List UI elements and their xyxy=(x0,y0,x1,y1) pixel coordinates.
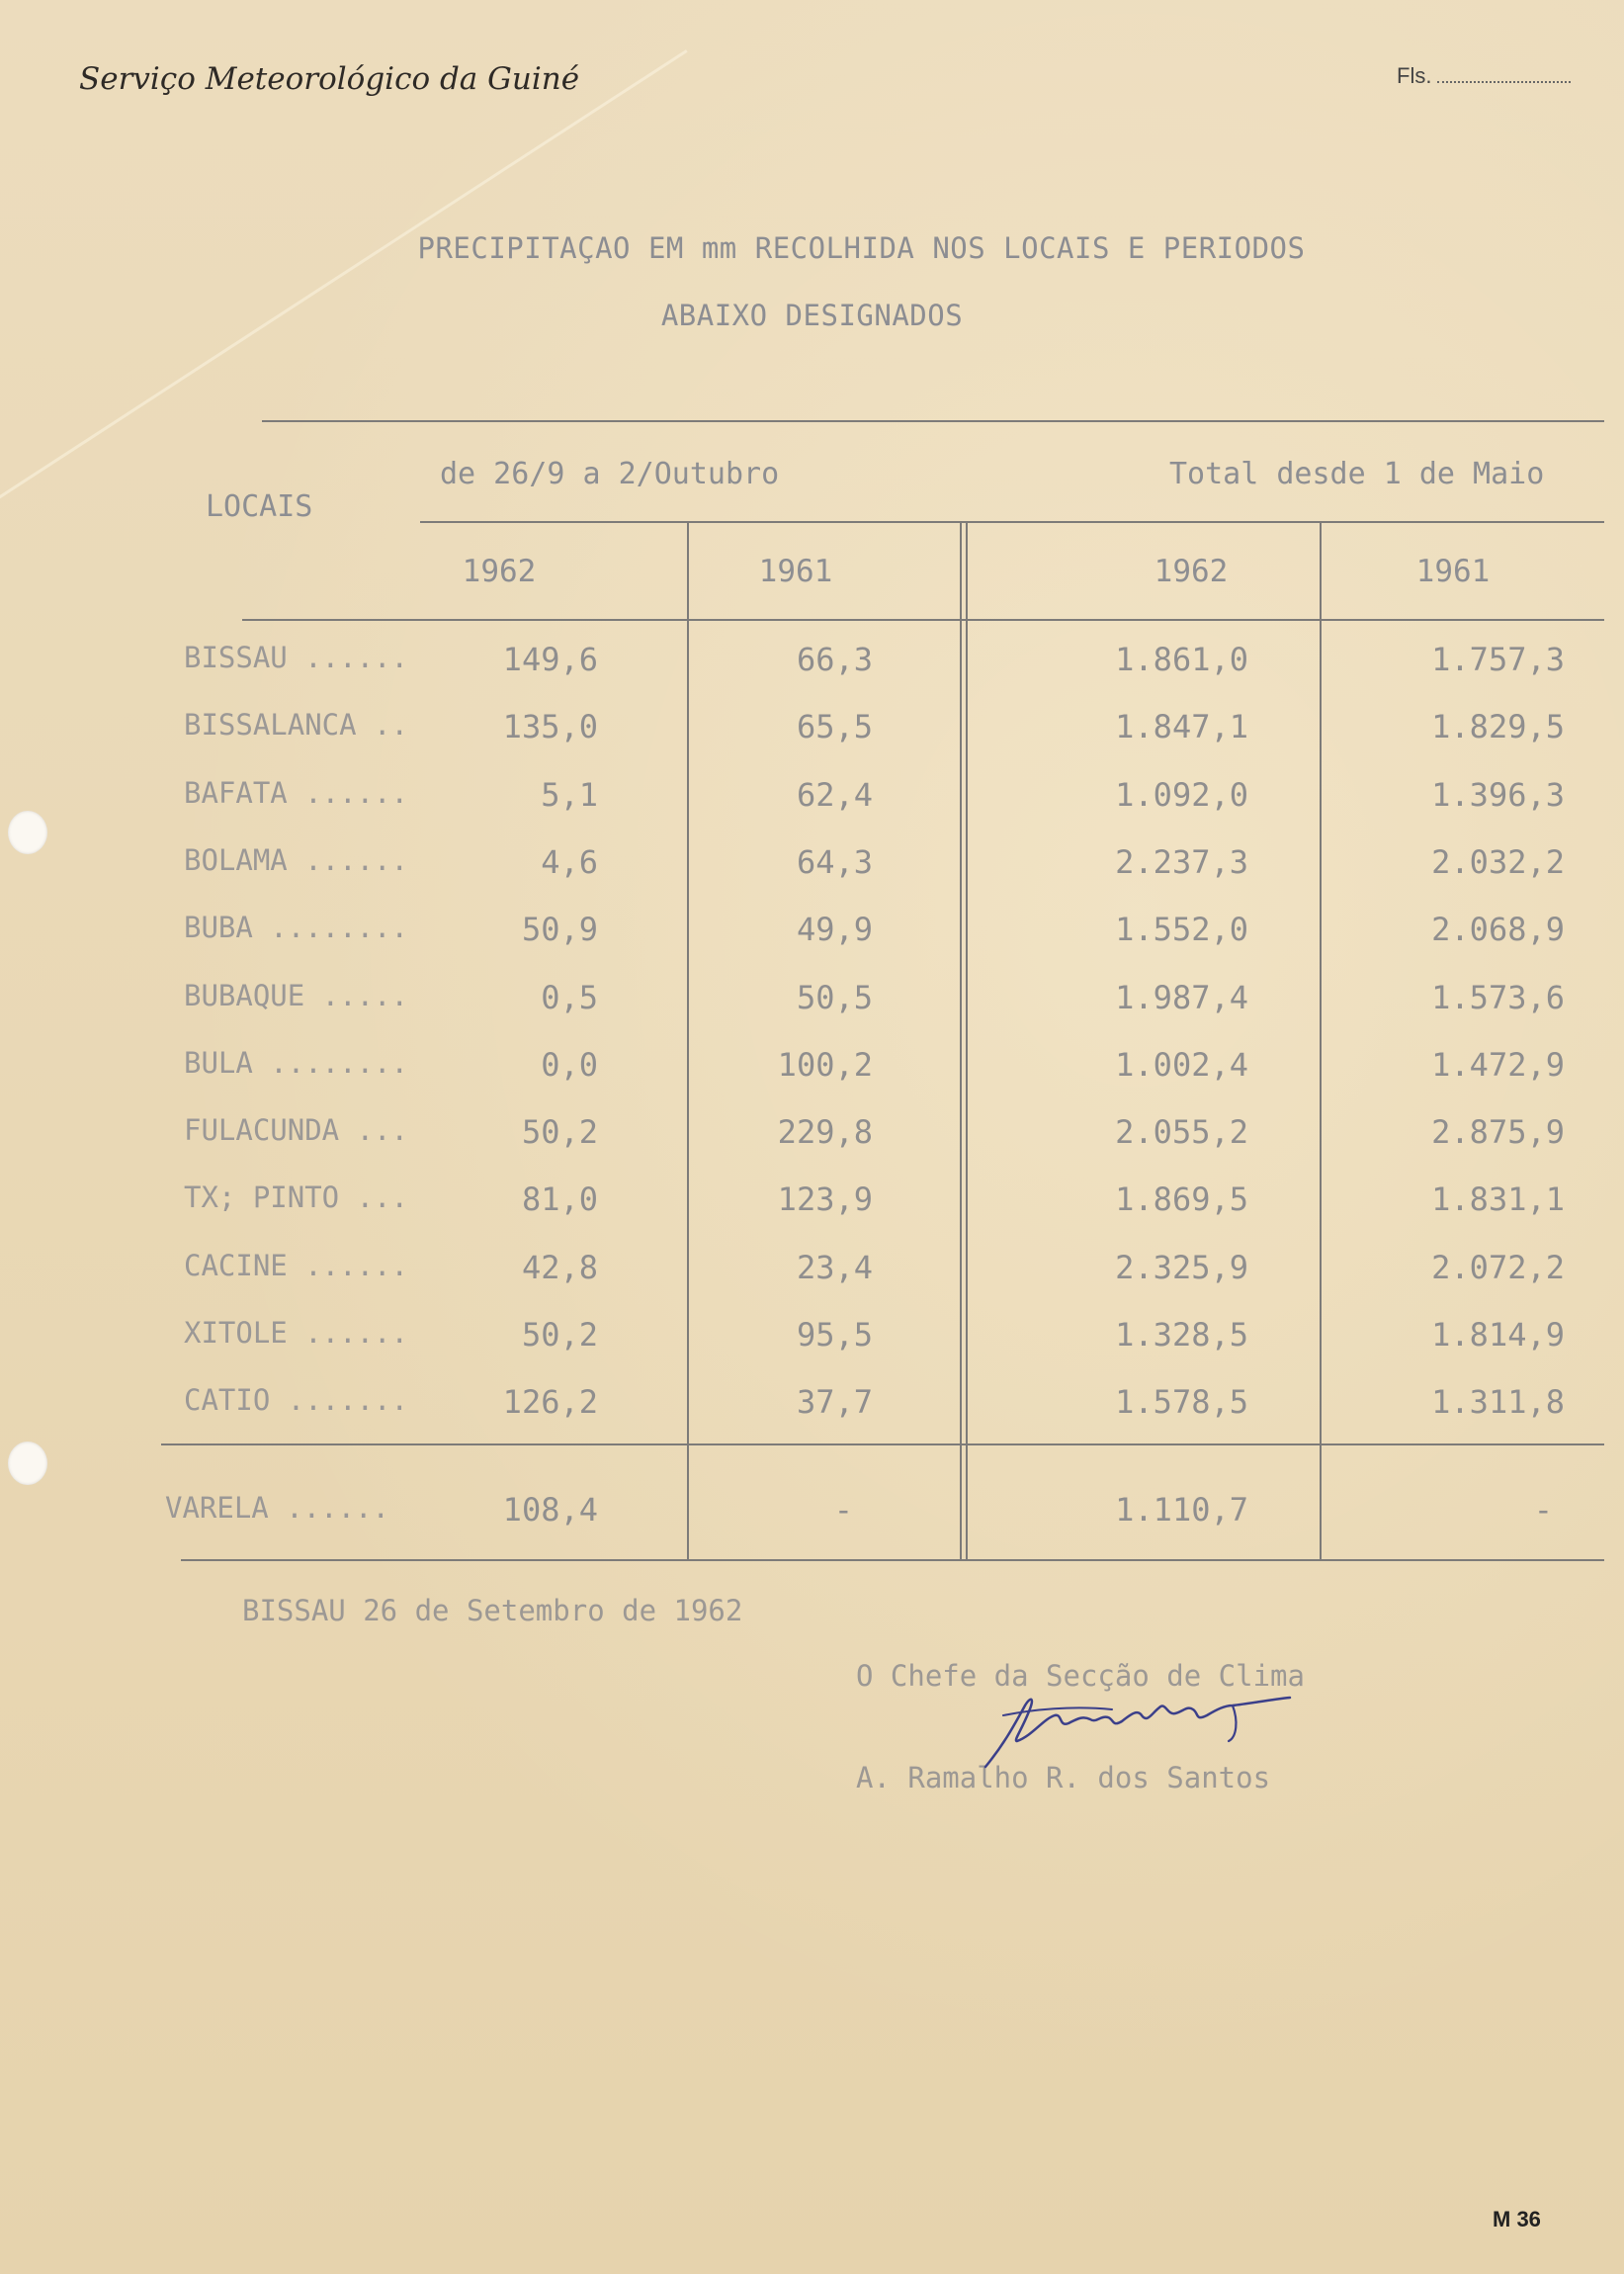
row-value-1962-total: 1.552,0 xyxy=(1115,911,1248,949)
signatory-name: A. Ramalho R. dos Santos xyxy=(856,1761,1271,1794)
row-station: XITOLE ...... xyxy=(184,1316,408,1350)
row-value-1961-total: 1.829,5 xyxy=(1431,708,1565,746)
row-station: BOLAMA ...... xyxy=(184,842,408,877)
organization-letterhead: Serviço Meteorológico da Guiné xyxy=(79,61,580,97)
document-title-line2: ABAIXO DESIGNADOS xyxy=(660,299,964,332)
punch-hole-bottom xyxy=(8,1442,47,1485)
row-value-1962-period: 81,0 xyxy=(521,1181,598,1219)
row-value-1962-period: 149,6 xyxy=(502,641,598,678)
table-row xyxy=(0,1383,1624,1443)
row-value-1961-total: 2.875,9 xyxy=(1431,1113,1565,1152)
row-value-1962-total: 1.869,5 xyxy=(1115,1181,1248,1219)
row-value-1961-period: 23,4 xyxy=(796,1248,873,1286)
row-value-1962-total: 1.328,5 xyxy=(1115,1316,1248,1354)
lower-section-rule xyxy=(161,1443,1604,1445)
row-value-1962-total: 2.325,9 xyxy=(1115,1248,1248,1286)
row-value-1961-period: 66,3 xyxy=(796,641,873,678)
row-value-1962-total: 1.110,7 xyxy=(1115,1491,1248,1529)
row-value-1961-period: 62,4 xyxy=(796,775,873,814)
year-header-4: 1961 xyxy=(1415,554,1491,589)
row-value-1962-period: 0,5 xyxy=(541,978,598,1016)
row-value-1961-total: 1.396,3 xyxy=(1431,775,1565,814)
row-station: CATIO ....... xyxy=(184,1383,408,1418)
table-row xyxy=(0,641,1624,700)
folio-blank xyxy=(1437,67,1571,83)
row-value-1962-period: 50,9 xyxy=(521,911,598,949)
row-value-1962-total: 2.055,2 xyxy=(1115,1113,1248,1152)
row-value-1961-total: - xyxy=(1533,1491,1553,1529)
row-value-1961-total: 1.757,3 xyxy=(1431,641,1565,678)
row-value-1961-period: 123,9 xyxy=(777,1181,873,1219)
row-value-1962-total: 1.861,0 xyxy=(1115,641,1248,678)
table-row-varela xyxy=(0,1491,1624,1550)
row-value-1962-period: 42,8 xyxy=(521,1248,598,1286)
row-station: BISSALANCA .. xyxy=(184,708,408,743)
row-value-1961-total: 1.311,8 xyxy=(1431,1383,1565,1422)
row-station: BAFATA ...... xyxy=(184,775,408,810)
row-value-1961-period: 65,5 xyxy=(796,708,873,746)
row-value-1962-total: 1.002,4 xyxy=(1115,1045,1248,1084)
table-row xyxy=(0,843,1624,903)
folio-field xyxy=(1397,63,1571,89)
row-value-1961-period: 64,3 xyxy=(796,842,873,881)
total-header: Total desde 1 de Maio xyxy=(1169,457,1545,491)
row-value-1962-period: 126,2 xyxy=(502,1383,598,1422)
row-value-1962-total: 1.847,1 xyxy=(1115,708,1248,746)
row-value-1961-period: 100,2 xyxy=(777,1045,873,1084)
row-value-1962-period: 50,2 xyxy=(521,1113,598,1152)
place-date: BISSAU 26 de Setembro de 1962 xyxy=(242,1594,743,1627)
row-station: FULACUNDA ... xyxy=(184,1113,408,1148)
row-station: BUBA ........ xyxy=(184,911,408,945)
row-value-1962-period: 50,2 xyxy=(521,1316,598,1354)
table-row xyxy=(0,979,1624,1038)
row-station: VARELA ...... xyxy=(165,1491,389,1525)
row-station: BISSAU ...... xyxy=(184,641,408,674)
handwritten-signature xyxy=(974,1676,1329,1785)
period-header: de 26/9 a 2/Outubro xyxy=(440,457,780,491)
table-row xyxy=(0,1113,1624,1173)
row-value-1962-period: 135,0 xyxy=(502,708,598,746)
row-value-1962-total: 1.578,5 xyxy=(1115,1383,1248,1422)
table-row xyxy=(0,1249,1624,1308)
table-top-rule xyxy=(262,420,1604,422)
row-value-1961-total: 1.831,1 xyxy=(1431,1181,1565,1219)
row-value-1961-period: 37,7 xyxy=(796,1383,873,1422)
table-bottom-rule xyxy=(181,1559,1604,1561)
row-value-1961-period: 49,9 xyxy=(796,911,873,949)
header-divider-rule xyxy=(420,521,1604,523)
row-station: TX; PINTO ... xyxy=(184,1181,408,1215)
row-value-1961-total: 2.072,2 xyxy=(1431,1248,1565,1286)
row-value-1961-total: 2.032,2 xyxy=(1431,842,1565,881)
document-title-line1: PRECIPITAÇAO EM mm RECOLHIDA NOS LOCAIS E PERIODOS xyxy=(417,231,1306,265)
row-station: BULA ........ xyxy=(184,1045,408,1080)
table-row xyxy=(0,911,1624,970)
row-value-1962-total: 1.092,0 xyxy=(1115,775,1248,814)
row-value-1961-period: 229,8 xyxy=(777,1113,873,1152)
row-value-1961-total: 1.814,9 xyxy=(1431,1316,1565,1354)
locais-header: LOCAIS xyxy=(206,489,313,524)
year-header-2: 1961 xyxy=(758,554,833,589)
row-station: BUBAQUE ..... xyxy=(184,978,408,1012)
table-row xyxy=(0,1181,1624,1240)
row-station: CACINE ...... xyxy=(184,1248,408,1282)
row-value-1961-period: 95,5 xyxy=(796,1316,873,1354)
table-row xyxy=(0,776,1624,835)
row-value-1962-period: 4,6 xyxy=(541,842,598,881)
row-value-1962-period: 5,1 xyxy=(541,775,598,814)
row-value-1961-total: 1.472,9 xyxy=(1431,1045,1565,1084)
row-value-1961-period: 50,5 xyxy=(796,978,873,1016)
table-row xyxy=(0,1046,1624,1105)
row-value-1961-total: 1.573,6 xyxy=(1431,978,1565,1016)
form-code: M 36 xyxy=(1493,2207,1541,2231)
table-row xyxy=(0,708,1624,767)
year-header-3: 1962 xyxy=(1154,554,1229,589)
year-header-1: 1962 xyxy=(462,554,537,589)
row-value-1961-period: - xyxy=(833,1491,853,1529)
year-row-rule xyxy=(242,619,1604,621)
table-row xyxy=(0,1316,1624,1375)
folio-label: Fls. xyxy=(1397,63,1432,88)
row-value-1961-total: 2.068,9 xyxy=(1431,911,1565,949)
signatory-role: O Chefe da Secção de Clima xyxy=(856,1659,1305,1693)
row-value-1962-total: 2.237,3 xyxy=(1115,842,1248,881)
row-value-1962-period: 108,4 xyxy=(502,1491,598,1529)
row-value-1962-period: 0,0 xyxy=(541,1045,598,1084)
row-value-1962-total: 1.987,4 xyxy=(1115,978,1248,1016)
